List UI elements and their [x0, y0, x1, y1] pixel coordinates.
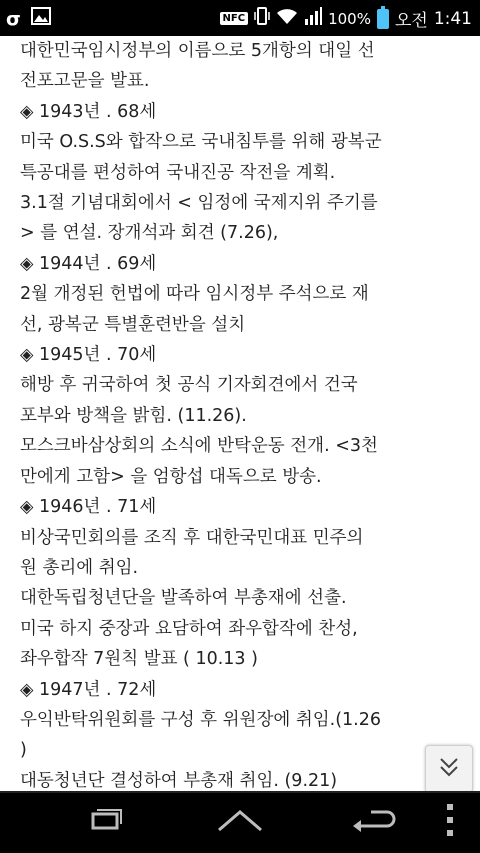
swype-icon: σ [6, 7, 21, 30]
wifi-icon [276, 7, 298, 30]
text-line: 원 총리에 취임. [20, 557, 139, 578]
year-heading: ◈ 1947년 . 72세 [20, 679, 157, 700]
recent-apps-button[interactable] [60, 791, 150, 853]
time-period: 오전 [394, 11, 428, 31]
text-line: > 를 연설. 장개석과 회견 (7.26), [20, 223, 279, 244]
gallery-icon [31, 7, 51, 30]
year-heading: ◈ 1945년 . 70세 [20, 345, 157, 366]
nfc-icon: NFC [220, 12, 249, 25]
signal-icon [304, 7, 322, 30]
navigation-bar [0, 791, 480, 853]
year-heading: ◈ 1946년 . 71세 [20, 497, 157, 518]
text-line: 좌우합작 7원칙 발표 ( 10.13 ) [20, 649, 258, 670]
text-line: 우익반탁위원회를 구성 후 위원장에 취임.(1.26 [20, 709, 381, 730]
text-line: 2월 개정된 헌법에 따라 임시정부 주석으로 재 [20, 284, 369, 305]
text-line: 만에게 고함> 을 엄항섭 대독으로 방송. [20, 466, 322, 487]
home-button[interactable] [195, 791, 285, 853]
text-line: 대한독립청년단을 발족하여 부총재에 선출. [20, 588, 347, 609]
recent-apps-icon [85, 806, 125, 838]
menu-icon [444, 802, 456, 842]
text-line: 포부와 방책을 밝힘. (11.26). [20, 405, 247, 426]
text-line: 비상국민회의를 조직 후 대한국민대표 민주의 [20, 527, 364, 548]
text-line: 선, 광복군 특별훈련반을 설치 [20, 314, 246, 335]
vibrate-icon [254, 6, 270, 31]
text-line: 해방 후 귀국하여 첫 공식 기자회견에서 건국 [20, 375, 358, 396]
text-line: 대한민국임시정부의 이름으로 5개항의 대일 선 [20, 41, 375, 61]
year-heading: ◈ 1943년 . 68세 [20, 101, 157, 122]
status-bar-system [220, 6, 472, 31]
text-line: 모스크바삼상회의 소식에 반탁운동 전개. <3천 [20, 436, 378, 457]
scroll-down-button[interactable] [425, 745, 473, 793]
text-line: 대동청년단 결성하여 부총재 취임. (9.21) [20, 770, 338, 791]
text-line: 특공대를 편성하여 국내진공 작전을 계획. [20, 162, 336, 183]
home-icon [215, 806, 265, 838]
status-bar-notifications [6, 7, 51, 30]
article-text [20, 36, 472, 790]
text-line: 미국 하지 중장과 요담하여 좌우합작에 찬성, [20, 618, 358, 639]
text-line: 미국 O.S.S와 합작으로 국내침투를 위해 광복군 [20, 132, 382, 153]
back-button[interactable] [328, 791, 418, 853]
battery-percent: 100% [328, 9, 371, 28]
back-icon [351, 806, 395, 838]
text-line: 3.1절 기념대회에서 < 임정에 국제지위 주기를 [20, 193, 378, 214]
text-line: ) [20, 740, 27, 761]
menu-button[interactable] [420, 791, 480, 853]
status-bar [0, 0, 480, 36]
year-heading: ◈ 1944년 . 69세 [20, 253, 157, 274]
clock: 1:41 [433, 8, 472, 29]
battery-icon [377, 9, 389, 29]
text-line: 전포고문을 발표. [20, 71, 150, 92]
double-chevron-down-icon [436, 754, 462, 784]
